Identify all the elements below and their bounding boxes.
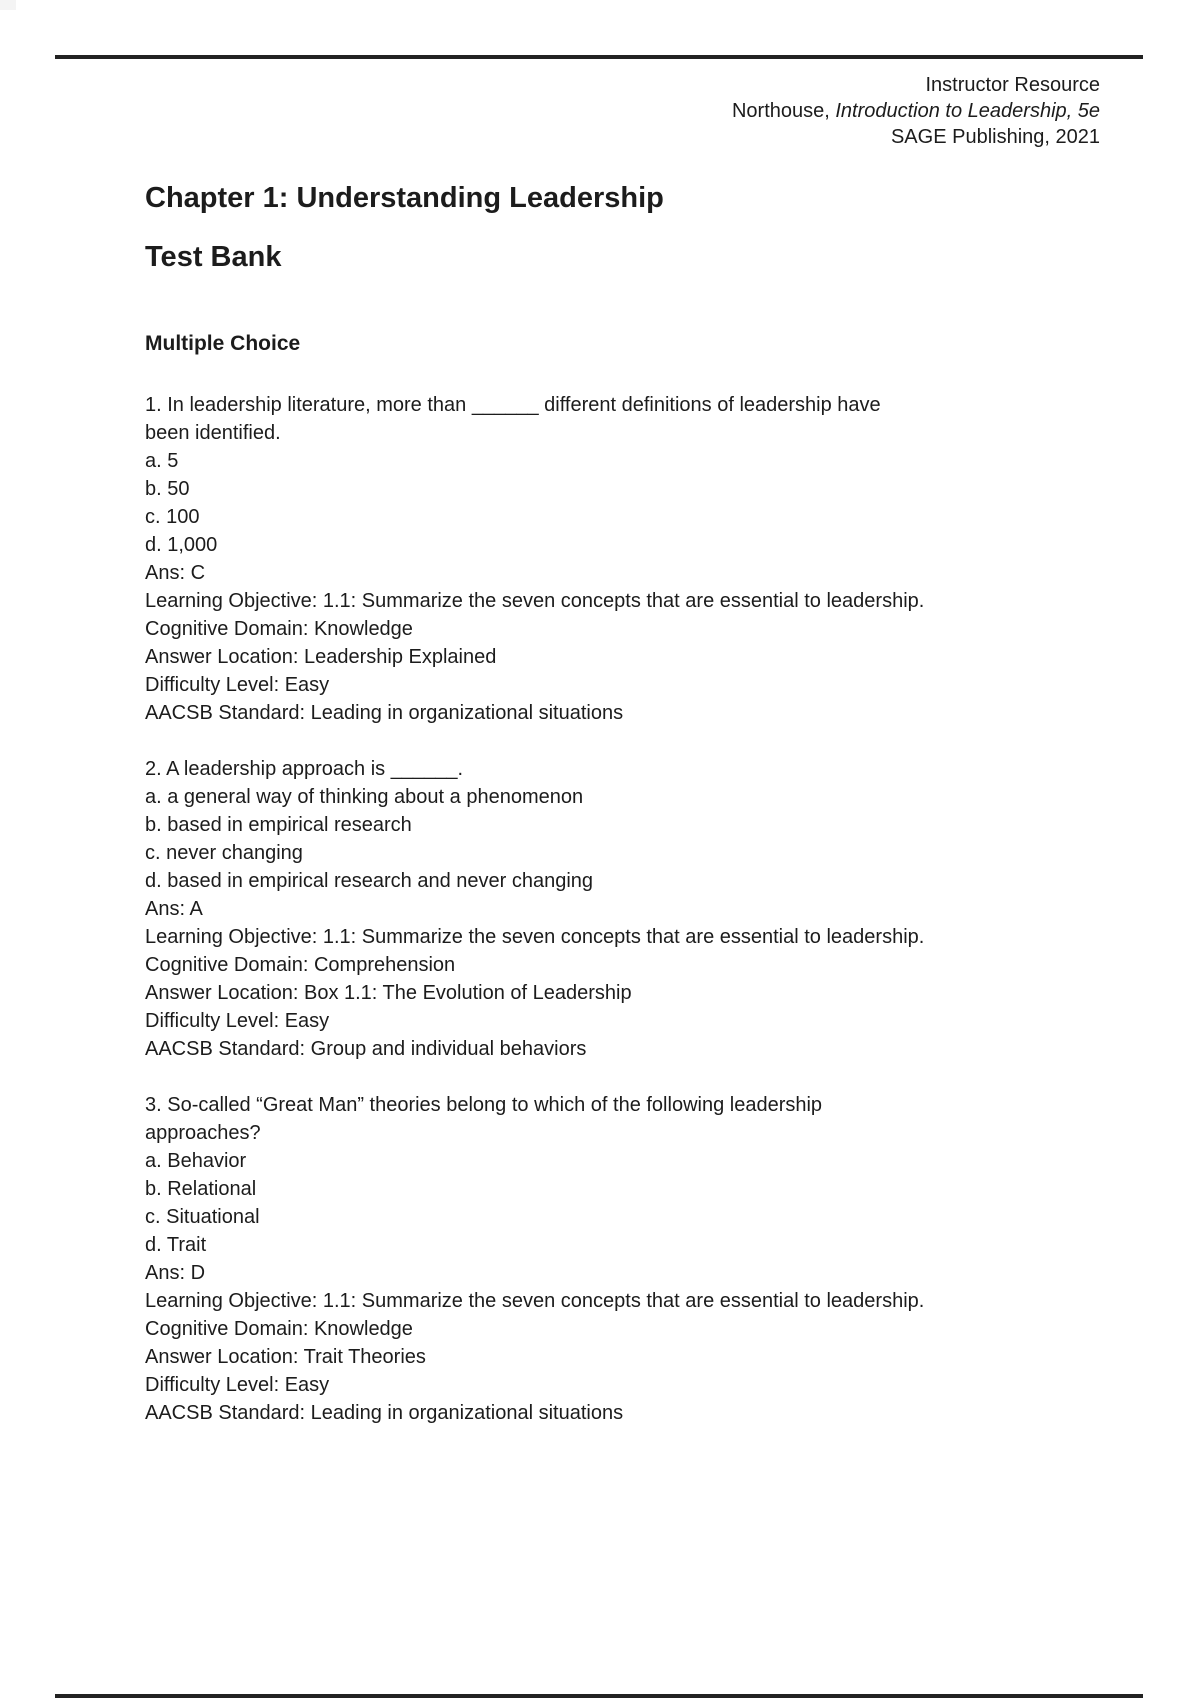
question-block-3 bbox=[145, 1091, 1105, 1427]
metadata-line: Cognitive Domain: Comprehension bbox=[145, 954, 456, 976]
metadata-line: Learning Objective: 1.1: Summarize the seven concepts that are essential to leadership. bbox=[145, 926, 925, 948]
answer-option: a. 5 bbox=[145, 450, 179, 472]
metadata-line: Answer Location: Trait Theories bbox=[145, 1346, 426, 1368]
metadata-line: Difficulty Level: Easy bbox=[145, 1374, 330, 1396]
answer-option: c. never changing bbox=[145, 842, 303, 864]
answer-option: d. based in empirical research and never changing bbox=[145, 870, 594, 892]
question-prompt-line: been identified. bbox=[145, 422, 281, 444]
corner-artifact bbox=[0, 0, 16, 10]
metadata-line: Answer Location: Leadership Explained bbox=[145, 646, 497, 668]
answer-option: d. 1,000 bbox=[145, 534, 218, 556]
answer-option: d. Trait bbox=[145, 1234, 207, 1256]
header-line-3: SAGE Publishing, 2021 bbox=[890, 126, 1100, 148]
answer-line: Ans: C bbox=[145, 562, 206, 584]
question-block-2 bbox=[145, 755, 1105, 1063]
question-prompt-line: 3. So-called “Great Man” theories belong to which of the following leadership bbox=[145, 1094, 823, 1116]
top-rule bbox=[55, 55, 1143, 59]
answer-option: b. 50 bbox=[145, 478, 190, 500]
answer-line: Ans: D bbox=[145, 1262, 206, 1284]
chapter-title: Chapter 1: Understanding Leadership bbox=[145, 182, 664, 214]
metadata-line: Answer Location: Box 1.1: The Evolution of Leadership bbox=[145, 982, 632, 1004]
question-block-1 bbox=[145, 391, 1105, 727]
question-prompt-line: 2. A leadership approach is ______. bbox=[145, 758, 464, 780]
section-heading-multiple-choice: Multiple Choice bbox=[145, 332, 301, 355]
answer-option: a. a general way of thinking about a phenomenon bbox=[145, 786, 584, 808]
metadata-line: Difficulty Level: Easy bbox=[145, 674, 330, 696]
questions-list bbox=[145, 391, 1105, 1427]
metadata-line: AACSB Standard: Leading in organizational situations bbox=[145, 702, 624, 724]
metadata-line: Cognitive Domain: Knowledge bbox=[145, 618, 413, 640]
header-line-2 bbox=[145, 98, 1100, 124]
answer-option: a. Behavior bbox=[145, 1150, 247, 1172]
metadata-line: Learning Objective: 1.1: Summarize the seven concepts that are essential to leadership. bbox=[145, 1290, 925, 1312]
metadata-line: Learning Objective: 1.1: Summarize the seven concepts that are essential to leadership. bbox=[145, 590, 925, 612]
document-header bbox=[145, 72, 1100, 150]
bottom-rule bbox=[55, 1694, 1143, 1698]
header-author: Northouse, bbox=[731, 100, 836, 122]
question-prompt-line: approaches? bbox=[145, 1122, 261, 1144]
metadata-line: AACSB Standard: Leading in organizational situations bbox=[145, 1402, 624, 1424]
header-line-1: Instructor Resource bbox=[925, 74, 1100, 96]
metadata-line: Difficulty Level: Easy bbox=[145, 1010, 330, 1032]
question-prompt-line: 1. In leadership literature, more than ______ different definitions of leadership have bbox=[145, 394, 881, 416]
test-bank-title: Test Bank bbox=[145, 241, 282, 273]
answer-line: Ans: A bbox=[145, 898, 203, 920]
answer-option: b. based in empirical research bbox=[145, 814, 412, 836]
answer-option: b. Relational bbox=[145, 1178, 257, 1200]
header-book-title: Introduction to Leadership, 5e bbox=[835, 100, 1100, 122]
answer-option: c. 100 bbox=[145, 506, 200, 528]
metadata-line: AACSB Standard: Group and individual behaviors bbox=[145, 1038, 587, 1060]
answer-option: c. Situational bbox=[145, 1206, 260, 1228]
metadata-line: Cognitive Domain: Knowledge bbox=[145, 1318, 413, 1340]
